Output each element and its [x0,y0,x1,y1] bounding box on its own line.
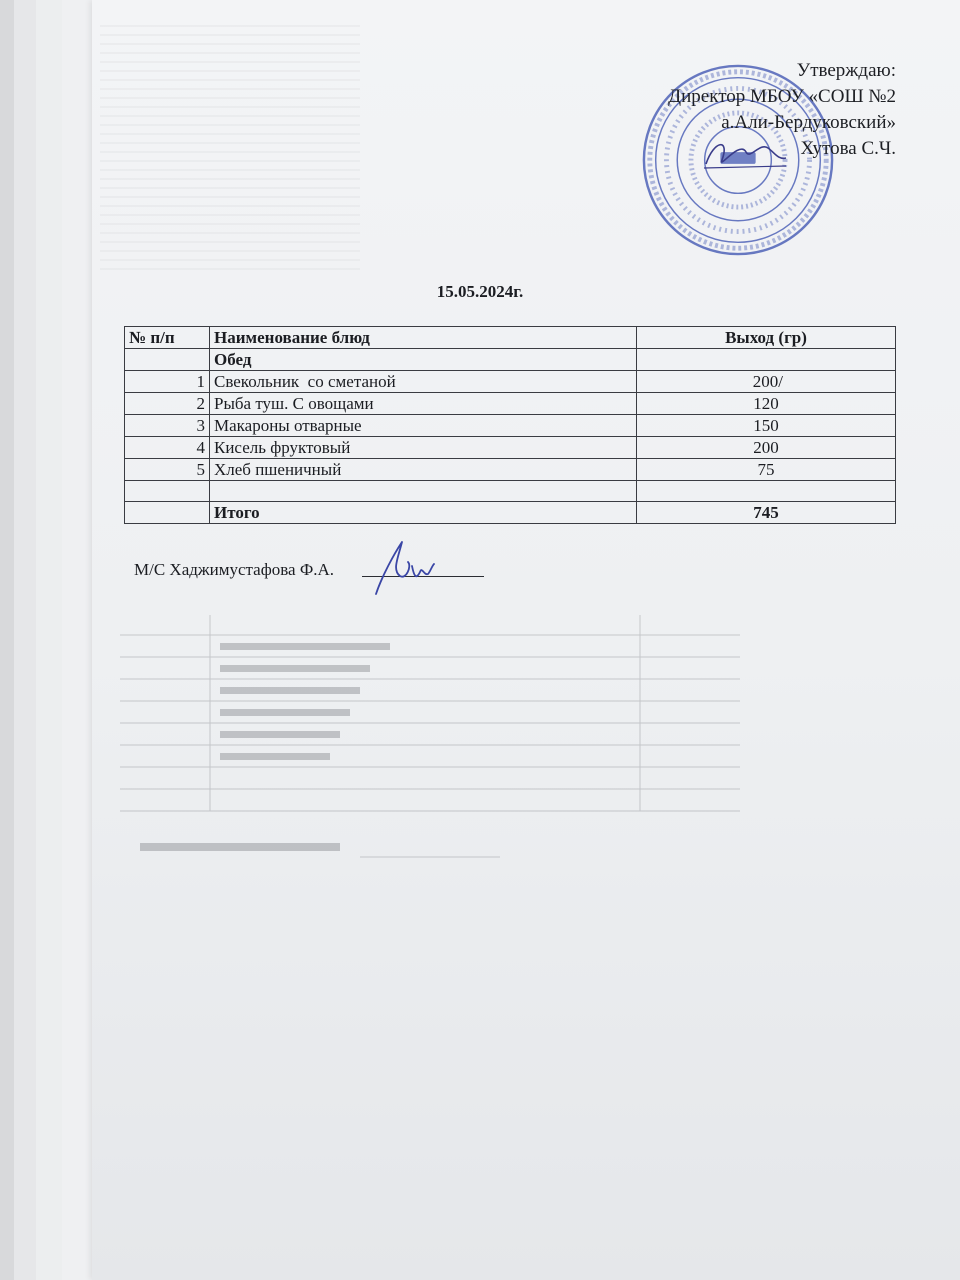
document-date: 15.05.2024г. [436,282,524,301]
approval-block [668,58,896,162]
menu-table [124,326,896,524]
row-name: Свекольник со сметаной [210,371,637,393]
row-num: 2 [125,393,210,415]
row-output: 120 [637,393,896,415]
table-row [125,371,896,393]
copier-noise [100,20,360,270]
row-name: Кисель фруктовый [210,437,637,459]
approval-position: Директор МБОУ «СОШ №2 [668,86,896,107]
row-output: 75 [637,459,896,481]
nurse-signature [372,536,442,600]
header-num: № п/п [125,327,210,349]
table-row [125,459,896,481]
row-name: Макароны отварные [210,415,637,437]
nurse-line: М/С Хаджимустафова Ф.А. [134,560,335,579]
row-output: 150 [637,415,896,437]
row-output: 200 [637,437,896,459]
approval-name: Хутова С.Ч. [800,138,896,159]
header-output: Выход (гр) [637,327,896,349]
table-row [125,437,896,459]
approval-title: Утверждаю: [796,60,896,81]
row-num: 4 [125,437,210,459]
table-header-row [125,327,896,349]
row-num: 1 [125,371,210,393]
row-name: Хлеб пшеничный [210,459,637,481]
row-num: 3 [125,415,210,437]
total-row [125,502,896,524]
row-num: 5 [125,459,210,481]
section-label: Обед [210,349,637,371]
row-name: Рыба туш. С овощами [210,393,637,415]
empty-row [125,481,896,502]
total-value: 745 [637,502,896,524]
row-output: 200/ [637,371,896,393]
section-row [125,349,896,371]
table-row [125,415,896,437]
approval-school: а.Али-Бердуковский» [721,112,896,133]
show-through-text [120,595,780,875]
table-row [125,393,896,415]
total-label: Итого [210,502,637,524]
header-name: Наименование блюд [210,327,637,349]
